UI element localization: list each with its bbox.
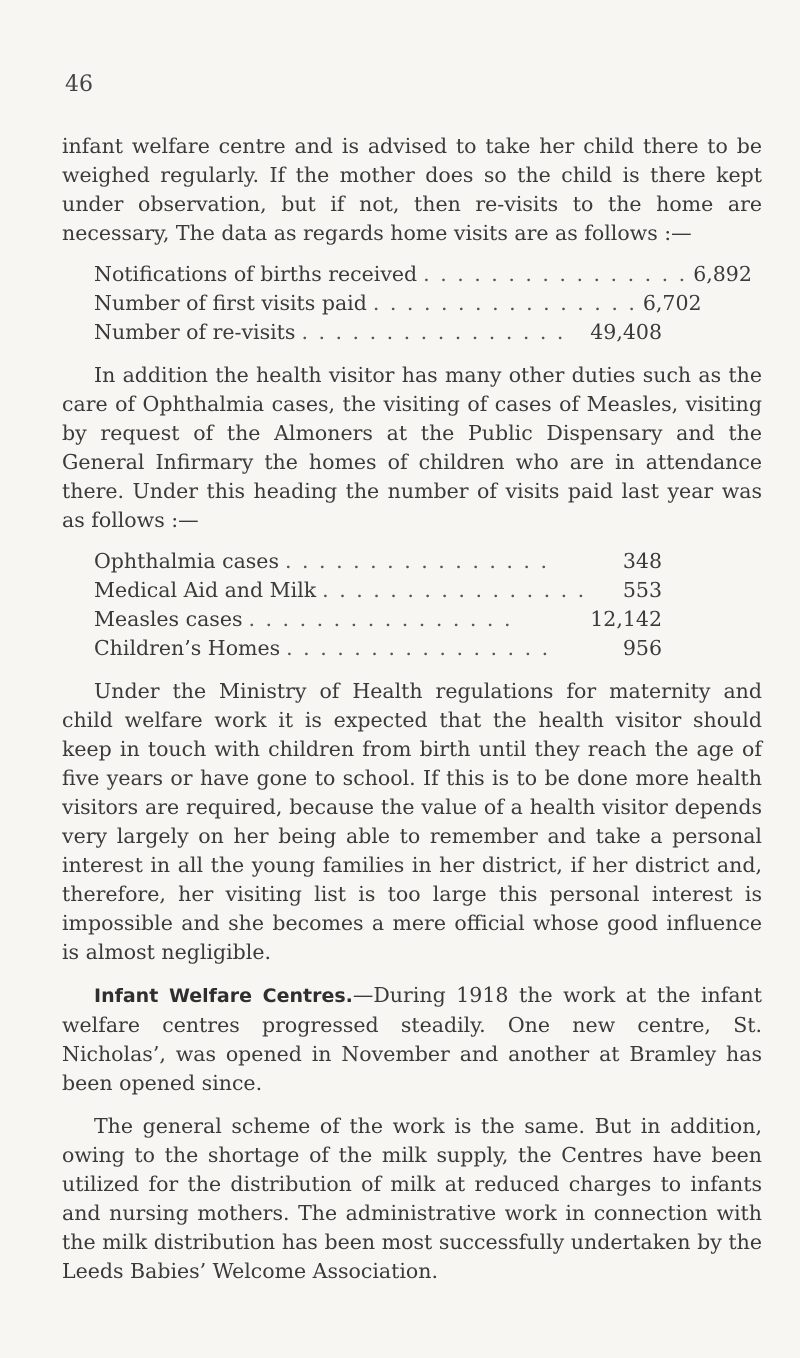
table-row [94, 634, 662, 663]
row-value: 6,702 [642, 291, 702, 315]
row-label: Number of first visits paid [94, 291, 367, 315]
other-visits-table [94, 547, 662, 663]
row-value: 348 [622, 549, 662, 573]
row-value: 12,142 [590, 607, 662, 631]
section-heading: Infant Welfare Centres. [94, 985, 353, 1007]
paragraph-ministry: Under the Ministry of Health regulations for maternity and child welfare work it is expected that the health visitor should keep in touch with children from birth until they reach the age of five years or have gone to school. If this is to be done more health visitors are required, because the value of a health visitor depends very largely on her being able to remember and take a personal interest in all the young families in her district, if her district and, therefore, her visiting list is too large this personal interest is impossible and she becomes a mere official whose good influence is almost negligible. [62, 679, 762, 964]
row-value: 553 [622, 578, 662, 602]
document-body [62, 132, 762, 1286]
home-visits-table [94, 260, 752, 347]
row-value: 49,408 [590, 320, 662, 344]
table-row [94, 260, 752, 289]
leader-dots: . . . . . . . . . . . . . . . . [284, 549, 549, 573]
paragraph-intro: infant welfare centre and is advised to take her child there to be weighed regularly. If the mother does so the child is there kept under observation, but if not, then re-visits to the home are necessary, The data as regards home visits are as follows :— [62, 134, 762, 245]
leader-dots: . . . . . . . . . . . . . . . . [372, 291, 637, 315]
leader-dots: . . . . . . . . . . . . . . . . [322, 578, 587, 602]
page-number: 46 [65, 72, 93, 97]
row-label: Measles cases [94, 607, 243, 631]
paragraph-scheme: The general scheme of the work is the same. But in addition, owing to the shortage of the milk supply, the Centres have been utilized for the distribution of milk at reduced charges to infants and nursing mothers. The administrative work in connection with the milk distribution has been most successfully undertaken by the Leeds Babies’ Welcome Association. [62, 1114, 762, 1283]
row-label: Medical Aid and Milk [94, 578, 317, 602]
row-label: Ophthalmia cases [94, 549, 279, 573]
paragraph-centres [62, 981, 762, 1098]
row-value: 6,892 [693, 262, 752, 286]
paragraph-gap [62, 1098, 762, 1112]
leader-dots: . . . . . . . . . . . . . . . . [423, 262, 688, 286]
table-row [94, 318, 662, 347]
row-label: Children’s Homes [94, 636, 281, 660]
paragraph-duties: In addition the health visitor has many other duties such as the care of Ophthalmia cases, the visiting of cases of Measles, visiting by request of the Almoners at the Public Dispensary and the General Infirmary the homes of children who are in attendance there. Under this heading the number of visits paid last year was as follows :— [62, 363, 762, 532]
leader-dots: . . . . . . . . . . . . . . . . [286, 636, 551, 660]
row-label: Notifications of births received [94, 262, 418, 286]
leader-dots: . . . . . . . . . . . . . . . . [301, 320, 566, 344]
table-row [94, 605, 662, 634]
table-row [94, 289, 702, 318]
row-value: 956 [622, 636, 662, 660]
row-label: Number of re-visits [94, 320, 296, 344]
paragraph-gap [62, 967, 762, 981]
leader-dots: . . . . . . . . . . . . . . . . [248, 607, 513, 631]
table-row [94, 576, 662, 605]
paragraph-centres-text: —During 1918 the work at the infant welfare centres progressed steadily. One new centre, St. Nicholas’, was opened in November and another at Bramley has been opened since. [62, 983, 762, 1095]
table-row [94, 547, 662, 576]
